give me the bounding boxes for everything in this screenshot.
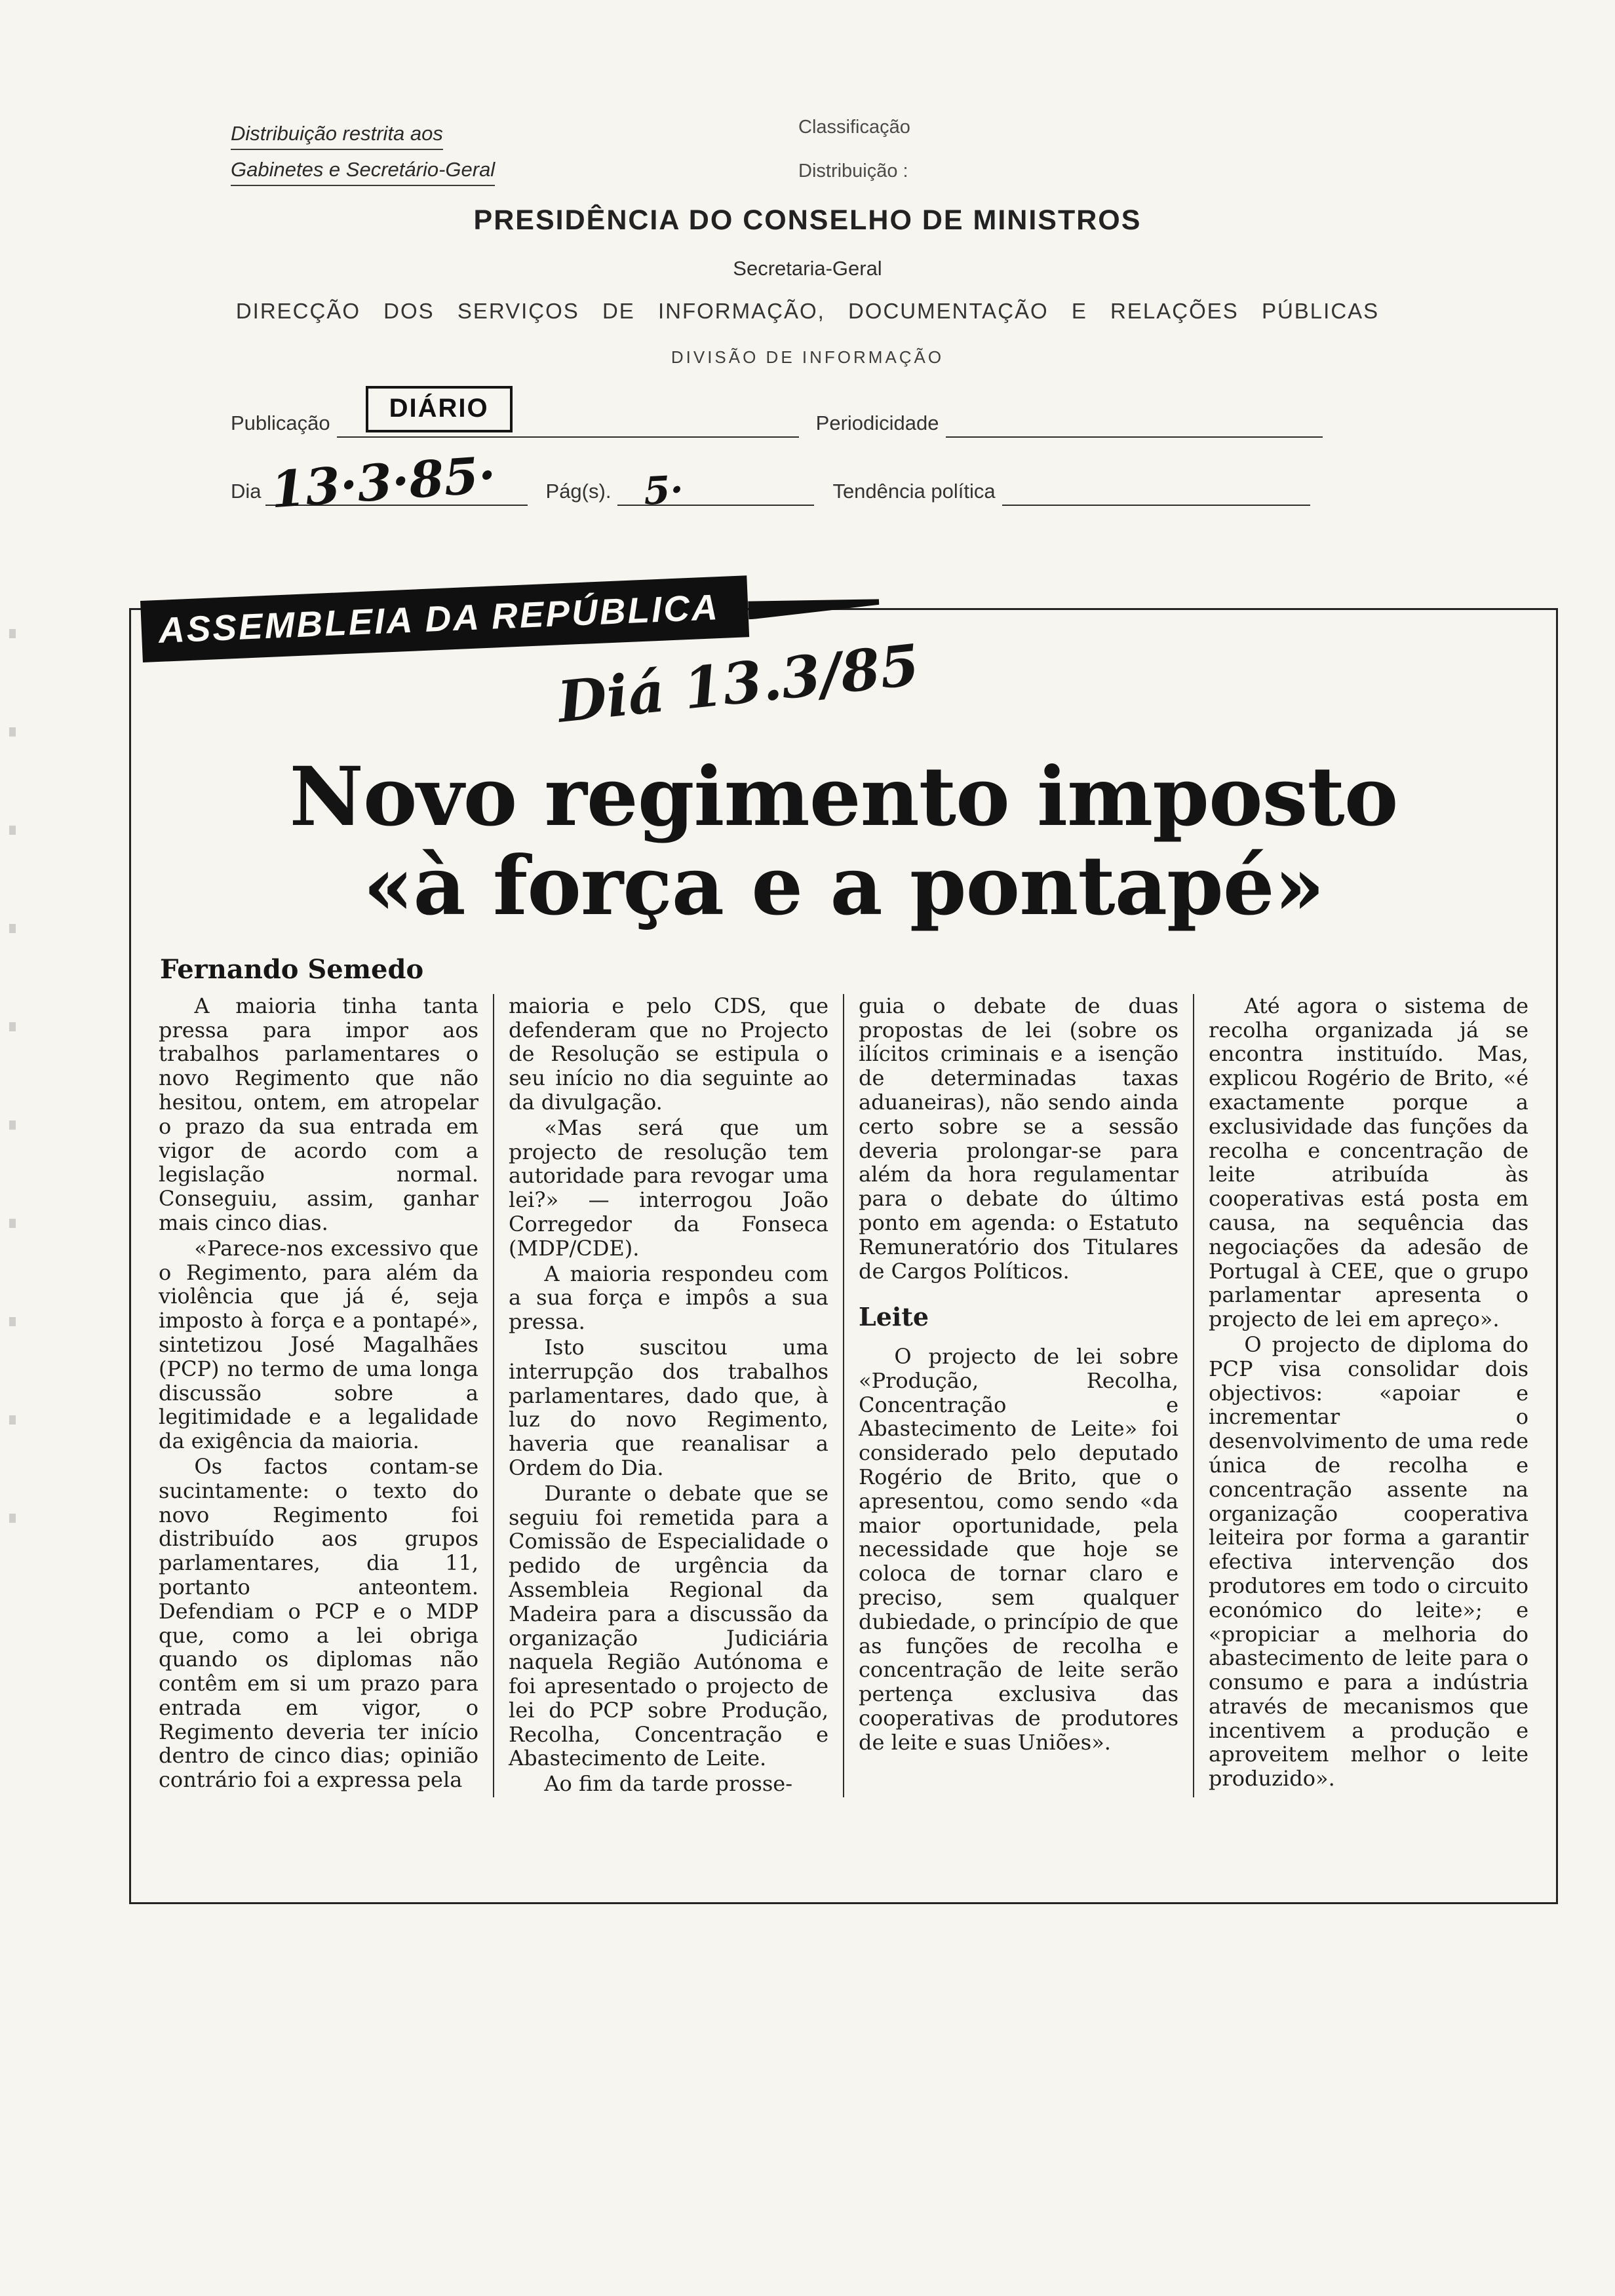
tendency-fill-line — [1002, 480, 1310, 506]
article-columns — [159, 994, 1528, 1797]
headline-line2: «à força e a pontapé» — [362, 839, 1325, 934]
classification-block — [798, 117, 910, 182]
org-division: DIVISÃO DE INFORMAÇÃO — [671, 347, 944, 367]
pages-fill-line — [617, 467, 814, 514]
article-column-2 — [493, 994, 843, 1797]
article-paragraph: Os factos contam-se sucintamente: o texto do novo Regimento foi distribuído aos grupos parlamentares, dia 11, portanto anteontem. Defendiam o PCP e o MDP que, como a lei obriga quando os diplomas não contêm em si um prazo para entrada em vigor, o Regimento deveria ter início dentro de cinco dias; opinião contrário foi a expressa pela — [159, 1453, 478, 1793]
day-label: Dia — [231, 480, 262, 503]
day-row — [231, 434, 1310, 520]
section-banner: ASSEMBLEIA DA REPÚBLICA — [140, 575, 749, 662]
classification-label: Classificação — [798, 117, 910, 138]
scan-margin-marks — [9, 629, 16, 1612]
restricted-note-line1: Distribuição restrita aos — [231, 122, 443, 150]
publication-fill-line — [337, 391, 799, 438]
article-column-3 — [843, 994, 1193, 1797]
newspaper-clipping — [129, 586, 1558, 1904]
article-paragraph: Ao fim da tarde prosse- — [544, 1771, 792, 1797]
article-headline — [131, 750, 1556, 934]
handwritten-page-number: 5· — [642, 467, 685, 514]
article-subhead: Leite — [859, 1302, 929, 1332]
article-paragraph: A maioria respondeu com a sua força e impôs a sua pressa. — [509, 1261, 828, 1335]
org-subtitle: Secretaria-Geral — [733, 257, 882, 280]
article-paragraph: guia o debate de duas propostas de lei (sobre os ilícitos criminais e a isenção de determinadas taxas aduaneiras), não sendo ainda certo sobre se a sessão deveria prolongar-se para além da hora regulamentar para o debate do último ponto em agenda: o Estatuto Remuneratório dos Titulares de Cargos Políticos. — [859, 993, 1178, 1284]
restricted-note-line2: Gabinetes e Secretário-Geral — [231, 158, 495, 186]
article-byline: Fernando Semedo — [160, 953, 424, 985]
headline-line1: Novo regimento imposto — [289, 750, 1398, 845]
article-paragraph: Até agora o sistema de recolha organizada já se encontra instituído. Mas, explicou Rogério de Brito, «é exactamente porque a exclusividade das funções da recolha e concentração de leite atribuída às cooperativas está posta em causa, na sequência das negociações da adesão de Portugal à CEE, que o grupo parlamentar apresenta o projecto de lei em apreço». — [1209, 993, 1528, 1332]
publication-value-box: DIÁRIO — [366, 386, 513, 432]
article-column-4 — [1193, 994, 1528, 1797]
org-direction: DIRECÇÃO DOS SERVIÇOS DE INFORMAÇÃO, DOCUMENTAÇÃO E RELAÇÕES PÚBLICAS — [235, 299, 1380, 323]
handwritten-annotation: Diá 13.3/85 — [555, 632, 923, 736]
publication-label: Publicação — [231, 411, 330, 434]
restricted-distribution-note — [231, 122, 495, 186]
article-paragraph: Durante o debate que se seguiu foi remetida para a Comissão de Especialidade o pedido de urgência da Assembleia Regional da Madeira para a discussão da organização Judiciária naquela Região Autónoma e foi apresentado o projecto de lei do PCP sobre Produção, Recolha, Concentração e Abastecimento de Leite. — [509, 1480, 828, 1771]
tendency-label: Tendência política — [832, 480, 996, 503]
org-title: PRESIDÊNCIA DO CONSELHO DE MINISTROS — [473, 204, 1142, 236]
publication-row — [231, 391, 1323, 438]
day-fill-line — [265, 445, 528, 520]
pages-label: Pág(s). — [545, 480, 612, 503]
article-paragraph: O projecto de diploma do PCP visa consolidar dois objectivos: «apoiar e incrementar o desenvolvimento de uma rede única de recolha e concentração assente na organização cooperativa leiteira por forma a garantir efectiva intervenção dos produtores em todo o circuito económico do leite»; e «propiciar a melhoria do abastecimento de leite para o consumo e para a indústria através de mecanismos que incentivem a produção e aproveitem melhor o leite produzido». — [1209, 1331, 1528, 1791]
periodicity-label: Periodicidade — [815, 411, 939, 434]
article-paragraph: A maioria tinha tanta pressa para impor aos trabalhos parlamentares o novo Regimento que não hesitou, ontem, em atropelar o prazo da sua entrada em vigor de acordo com a legislação normal. Conseguiu, assim, ganhar mais cinco dias. — [159, 993, 478, 1235]
handwritten-date: 13·3·85· — [268, 445, 497, 520]
article-column-1 — [159, 994, 493, 1797]
article-paragraph: «Parece-nos excessivo que o Regimento, para além da violência que já é, seja imposto à força e a pontapé», sintetizou José Magalhães (PCP) no termo de uma longa discussão sobre a legitimidade e a legalidade da exigência da maioria. — [159, 1235, 478, 1454]
article-paragraph: O projecto de lei sobre «Produção, Recolha, Concentração e Abastecimento de Leite» foi considerado pelo deputado Rogério de Brito, que o apresentou, como sendo «da maior oportunidade, pela necessidade que hoje se coloca de tornar claro e preciso, sem qualquer dubiedade, o princípio de que as funções de recolha e concentração de leite serão pertença exclusiva das cooperativas de produtores de leite e suas Uniões». — [859, 1344, 1178, 1755]
article-paragraph: maioria e pelo CDS, que defenderam que no Projecto de Resolução se estipula o seu início no dia seguinte ao da divulgação. — [509, 993, 828, 1115]
article-paragraph: «Mas será que um projecto de resolução tem autoridade para revogar uma lei?» — interrogou João Corregedor da Fonseca (MDP/CDE). — [509, 1115, 828, 1261]
distribution-label: Distribuição : — [798, 161, 908, 182]
article-paragraph: Isto suscitou uma interrupção dos trabalhos parlamentares, dado que, à luz do novo Regimento, haveria que reanalisar a Ordem do Dia. — [509, 1334, 828, 1480]
